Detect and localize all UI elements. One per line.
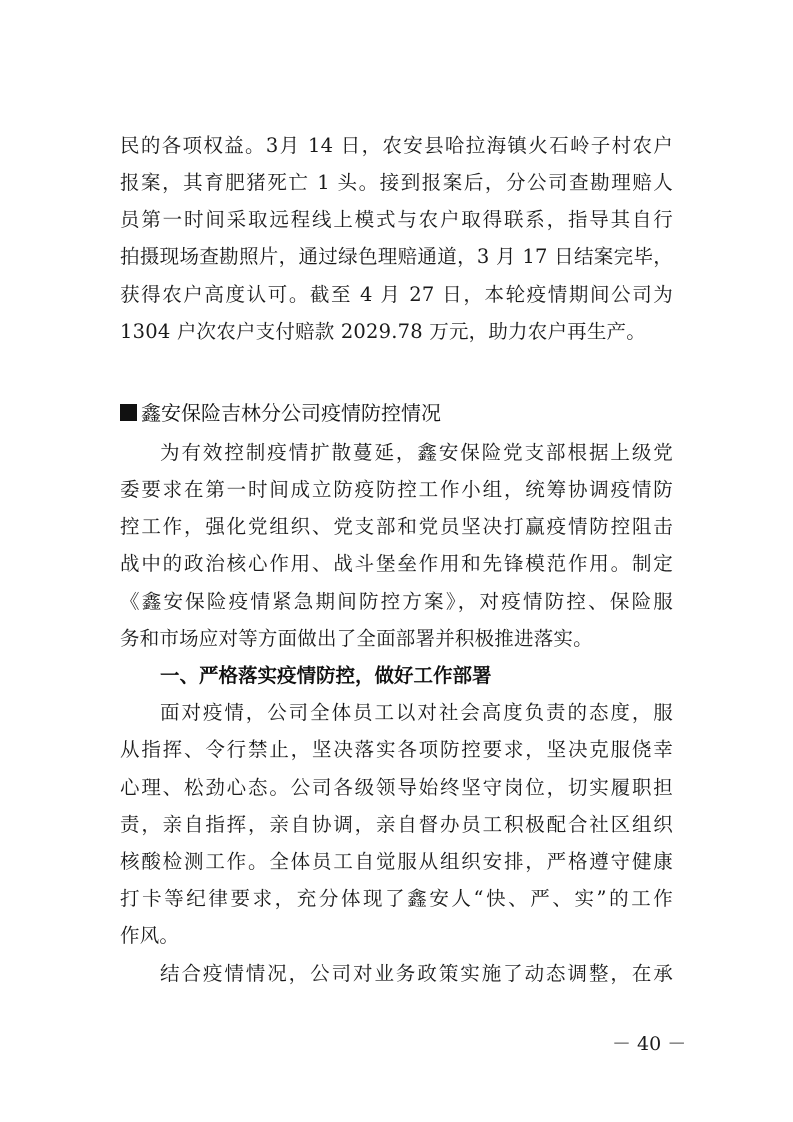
paragraph-4-line-1: 结合疫情情况，公司对业务政策实施了动态调整，在承 xyxy=(160,962,673,985)
paragraph-2-line-6: 务和市场应对等方面做出了全面部署并积极推进落实。 xyxy=(120,627,593,650)
paragraph-2-line-2: 委要求在第一时间成立防疫防控工作小组，统筹协调疫情防 xyxy=(120,478,673,501)
paragraph-1-line-6: 1304 户次农户支付赔款 2029.78 万元，助力农户再生产。 xyxy=(120,320,646,343)
section-heading-text: 鑫安保险吉林分公司疫情防控情况 xyxy=(141,401,441,425)
paragraph-3-line-5: 核酸检测工作。全体员工自觉服从组织安排，严格遵守健康 xyxy=(120,850,673,873)
section-heading xyxy=(120,401,441,425)
paragraph-3-line-3: 心理、松劲心态。公司各级领导始终坚守岗位，切实履职担 xyxy=(120,776,673,799)
paragraph-3-line-4: 责，亲自指挥，亲自协调，亲自督办员工积极配合社区组织 xyxy=(120,813,673,836)
paragraph-1-line-2: 报案，其育肥猪死亡 1 头。接到报案后，分公司查勘理赔人 xyxy=(120,171,673,194)
paragraph-2-line-3: 控工作，强化党组织、党支部和党员坚决打赢疫情防控阻击 xyxy=(120,515,673,538)
paragraph-2-line-4: 战中的政治核心作用、战斗堡垒作用和先锋模范作用。制定 xyxy=(120,552,673,575)
paragraph-3-line-6: 打卡等纪律要求，充分体现了鑫安人“快、严、实”的工作 xyxy=(120,887,673,910)
paragraph-2-line-5: 《鑫安保险疫情紧急期间防控方案》，对疫情防控、保险服 xyxy=(120,590,673,613)
page-number: － 40 － xyxy=(612,1033,687,1055)
paragraph-3-line-7: 作风。 xyxy=(120,924,180,947)
square-bullet-icon xyxy=(120,404,137,421)
subsection-heading: 一、严格落实疫情防控，做好工作部署 xyxy=(160,664,492,687)
paragraph-1-line-1: 民的各项权益。3月 14 日，农安县哈拉海镇火石岭子村农户 xyxy=(120,134,673,157)
paragraph-1-line-5: 获得农户高度认可。截至 4 月 27 日，本轮疫情期间公司为 xyxy=(120,283,673,306)
paragraph-3-line-2: 从指挥、令行禁止，坚决落实各项防控要求，坚决克服侥幸 xyxy=(120,738,673,761)
paragraph-2-line-1: 为有效控制疫情扩散蔓延，鑫安保险党支部根据上级党 xyxy=(160,441,673,464)
paragraph-3-line-1: 面对疫情，公司全体员工以对社会高度负责的态度，服 xyxy=(160,701,673,724)
paragraph-1-line-4: 拍摄现场查勘照片，通过绿色理赔通道，3 月 17 日结案完毕， xyxy=(120,245,673,268)
paragraph-1-line-3: 员第一时间采取远程线上模式与农户取得联系，指导其自行 xyxy=(120,208,673,231)
